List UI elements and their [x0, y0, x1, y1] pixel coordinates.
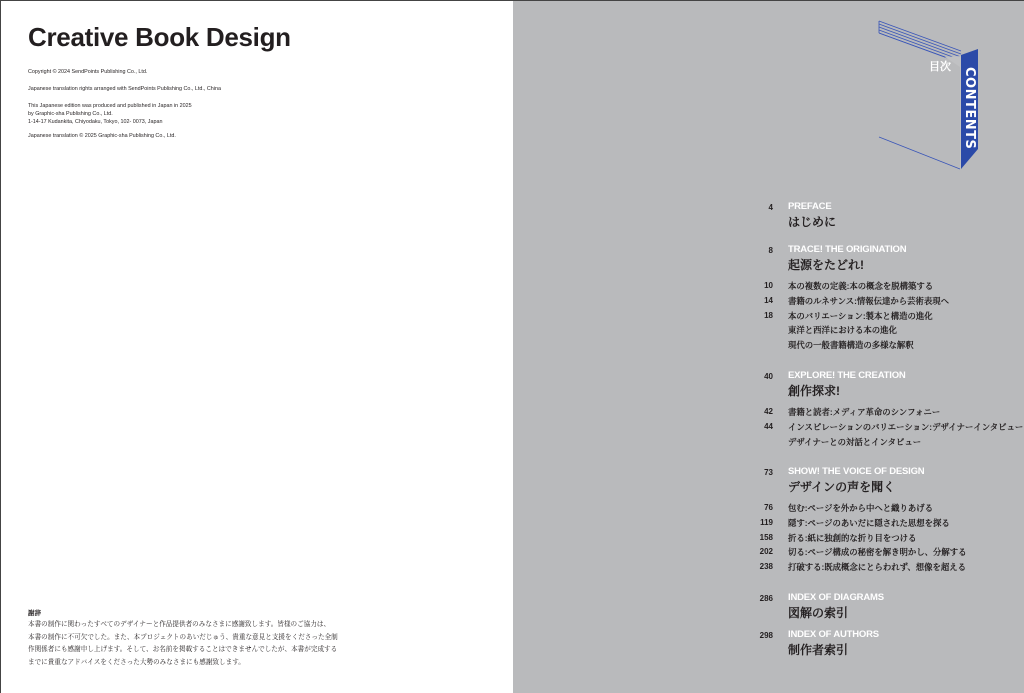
toc-page-number: 14	[764, 295, 773, 305]
toc-subsection-list	[751, 502, 1021, 576]
toc-entry-title: 書籍のルネサンス:情報伝達から芸術表現へ	[788, 295, 949, 306]
acknowledgement-line: 本書の制作に不可欠でした。また、本プロジェクトのあいだじゅう、貴重な意見と支援をくださった全制	[28, 633, 338, 641]
toc-entry	[751, 546, 1021, 561]
toc-subsection-list	[751, 280, 1021, 354]
toc-section-title-en: SHOW! THE VOICE OF DESIGN	[788, 466, 925, 477]
toc-entry-title: 折る:紙に独創的な折り目をつける	[788, 532, 917, 543]
book-contents-graphic	[863, 19, 993, 179]
toc-page-number: 158	[759, 532, 773, 542]
toc-section-preface	[751, 201, 1021, 230]
toc-entry-title: インスピレーションのバリエーション:デザイナーインタビュー	[788, 421, 1024, 432]
toc-entry-title: 打破する:既成概念にとらわれず、想像を超える	[788, 562, 966, 573]
toc-entry-title: 現代の一般書籍構造の多様な解釈	[788, 340, 914, 351]
toc-page-number: 119	[760, 517, 773, 527]
contents-jp-label: 目次	[929, 60, 951, 73]
toc-entry-title: 東洋と西洋における本の進化	[788, 325, 897, 336]
toc-page-number: 298	[759, 631, 773, 640]
toc-entry-title: 隠す:ページのあいだに隠された思想を探る	[788, 517, 950, 528]
acknowledgement-line: までに貴重なアドバイスをくださった大勢のみなさまにも感謝致します。	[28, 658, 245, 666]
toc-entry-title: 本の複数の定義:本の概念を脱構築する	[788, 281, 934, 291]
rights-line: Japanese translation rights arranged with SendPoints Publishing Co., Ltd., China	[28, 86, 221, 92]
acknowledgement-line: 本書の制作に関わったすべてのデザイナーと作品提供者のみなさまに感謝致します。皆様のご協力は、	[28, 621, 331, 628]
toc-section-title-en: TRACE! THE ORIGINATION	[788, 244, 907, 255]
toc-page-number: 40	[764, 372, 773, 381]
toc-entry	[751, 280, 1021, 295]
toc-entry	[751, 532, 1021, 547]
acknowledgement	[28, 609, 368, 669]
toc-page-number: 42	[764, 407, 773, 416]
toc-section-title-en: INDEX OF AUTHORS	[788, 629, 879, 640]
toc-section-title-jp: デザインの声を聞く	[788, 480, 896, 494]
toc-entry-title: 包む:ページを外から中へと織りあげる	[788, 503, 933, 513]
toc-entry-title: デザイナーとの対話とインタビュー	[788, 436, 922, 447]
toc-page-number: 73	[764, 468, 773, 477]
acknowledgement-body	[28, 619, 368, 669]
toc-entry	[751, 517, 1021, 532]
toc-page-number: 202	[759, 547, 773, 557]
toc-entry	[751, 502, 1021, 517]
toc-entry-title: 切る:ページ構成の秘密を解き明かし、分解する	[788, 547, 967, 558]
toc-section-show	[751, 466, 1021, 576]
toc-page-number: 286	[759, 594, 773, 603]
edition-line: This Japanese edition was produced and published in Japan in 2025	[28, 103, 192, 109]
toc-page-number: 4	[768, 203, 773, 212]
toc-entry	[751, 339, 1021, 354]
toc-page-number: 44	[764, 421, 773, 431]
toc-section-title-jp: 起源をたどれ!	[788, 258, 864, 272]
toc-entry	[751, 324, 1021, 339]
copyright-line: Copyright © 2024 SendPoints Publishing Co., Ltd.	[28, 69, 148, 75]
toc-entry	[751, 295, 1021, 310]
toc-section-index-authors	[751, 629, 1021, 658]
left-page	[1, 1, 513, 693]
book-title: Creative Book Design	[28, 22, 291, 52]
acknowledgement-line: 作関係者にも感謝申し上げます。そして、お名前を掲載することはできませんでしたが、本書が完成する	[28, 646, 338, 653]
toc-section-title-jp: 制作者索引	[788, 643, 849, 657]
copyright-block	[28, 68, 468, 140]
translation-copyright-line: Japanese translation © 2025 Graphic-sha Publishing Co., Ltd.	[28, 133, 176, 139]
address-line: 1-14-17 Kudankita, Chiyodaku, Tokyo, 102- 0073, Japan	[28, 119, 163, 125]
toc-entry	[751, 436, 1021, 451]
acknowledgement-title: 謝辞	[28, 610, 41, 617]
toc-section-index-diagrams	[751, 592, 1021, 621]
toc-entry	[751, 421, 1024, 436]
toc-section-title-jp: 図解の索引	[788, 606, 849, 620]
publisher-line: by Graphic-sha Publishing Co., Ltd.	[28, 111, 113, 117]
toc-entry-title: 本のバリエーション:製本と構造の進化	[788, 310, 933, 321]
toc-section-explore	[751, 370, 1024, 450]
toc-entry	[751, 310, 1021, 325]
toc-entry-title: 書籍と読者:メディア革命のシンフォニー	[788, 407, 941, 417]
toc-section-title-en: PREFACE	[788, 201, 832, 212]
toc-entry	[751, 561, 1021, 576]
toc-section-title-jp: 創作探求!	[788, 384, 840, 398]
toc-page-number: 238	[759, 562, 773, 572]
toc-page-number: 18	[764, 310, 773, 320]
toc-page-number: 10	[764, 281, 773, 290]
toc-subsection-list	[751, 406, 1024, 450]
toc-section-trace	[751, 244, 1021, 354]
toc-entry	[751, 406, 1021, 421]
contents-en-label: CONTENTS	[962, 67, 977, 150]
toc-page-number: 8	[768, 246, 773, 255]
toc-section-title-en: EXPLORE! THE CREATION	[788, 370, 906, 381]
toc-page-number: 76	[764, 503, 773, 512]
toc-section-title-jp: はじめに	[788, 215, 837, 229]
toc-section-title-en: INDEX OF DIAGRAMS	[788, 592, 884, 603]
